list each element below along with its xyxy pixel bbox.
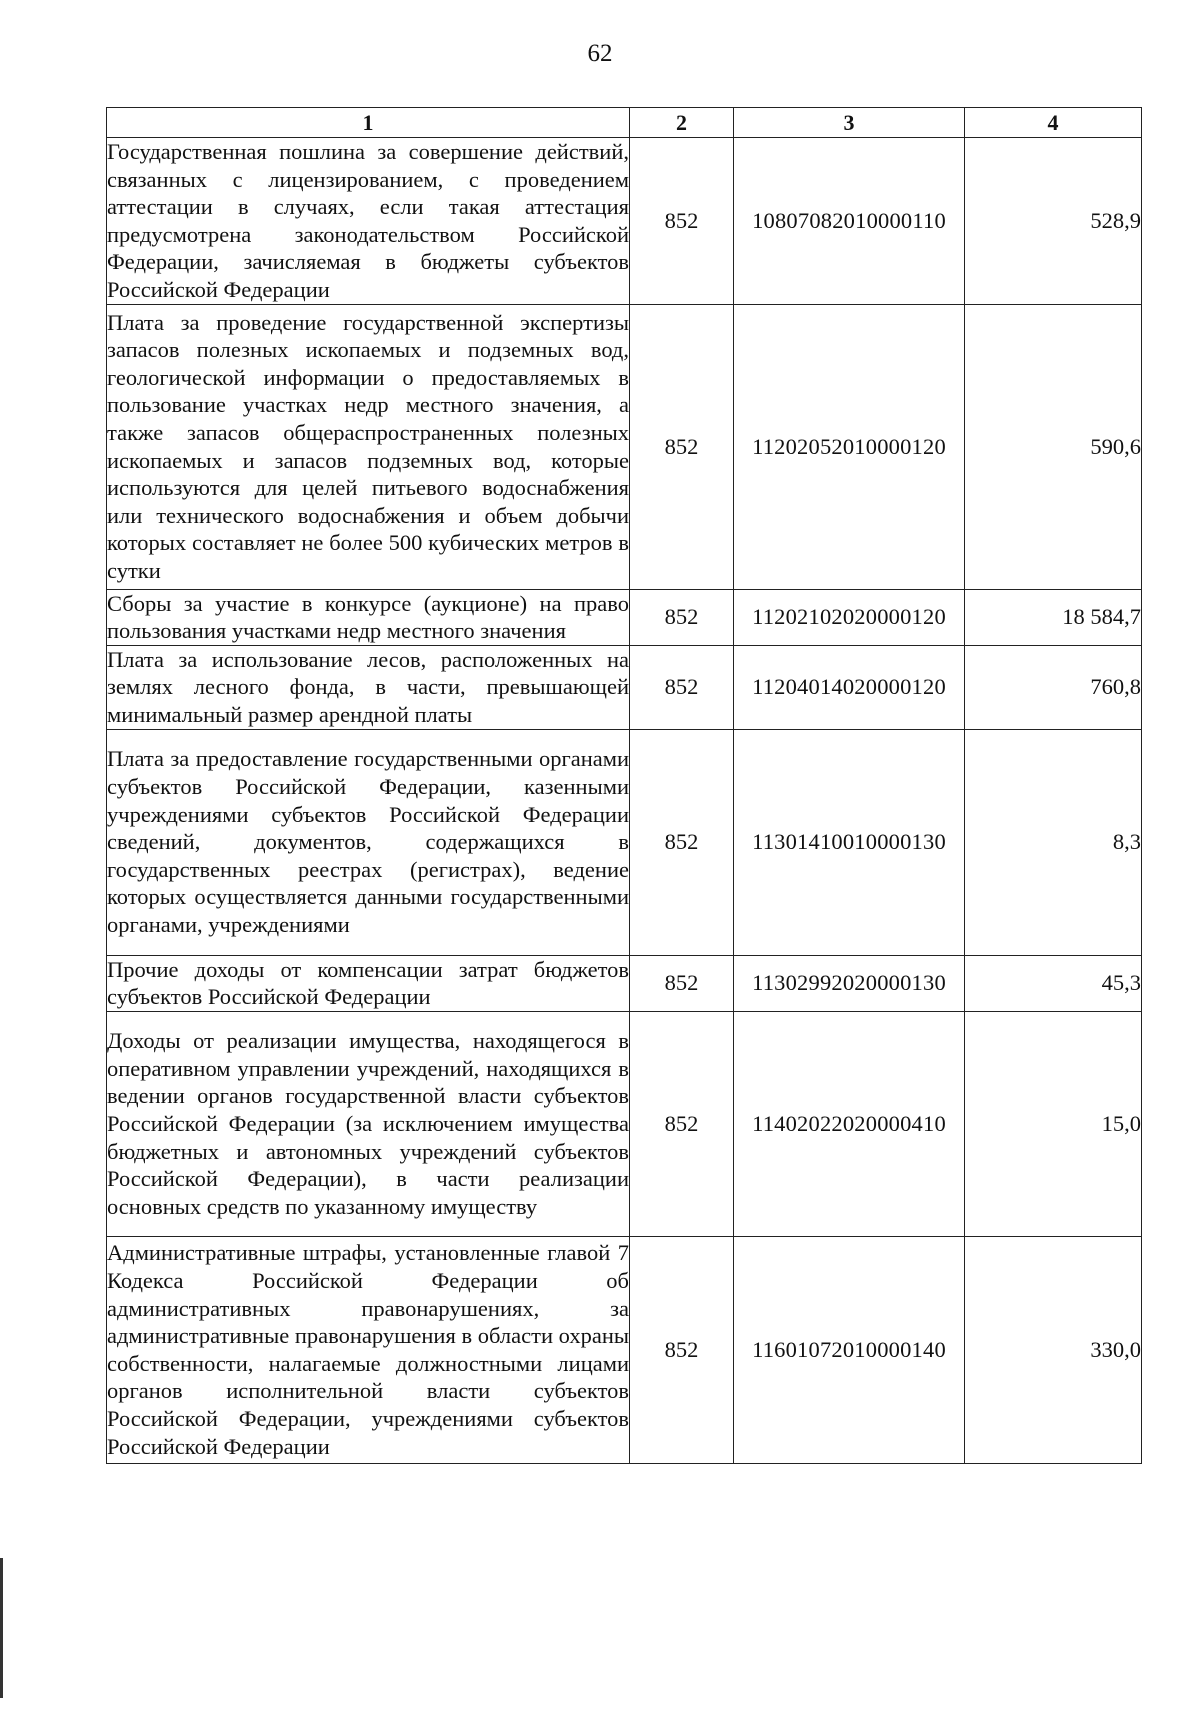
amount: 15,0 <box>965 1011 1142 1236</box>
amount: 528,9 <box>965 138 1142 305</box>
table-body <box>107 138 1142 1464</box>
admin-code: 852 <box>630 589 734 645</box>
revenue-name: Доходы от реализации имущества, находящегося в оперативном управлении учреждений, находящихся в ведении органов государственной власти субъектов Российской Федерации (за исключением имущества бюджетных и автономных учреждений субъектов Российской Федерации), в части реализации основных средств по указанному имуществу <box>107 1011 630 1236</box>
budget-classification-code: 11301410010000130 <box>734 729 965 955</box>
revenue-name: Плата за предоставление государственными органами субъектов Российской Федерации, казенными учреждениями субъектов Российской Федерации сведений, документов, содержащихся в государственных реестрах (регистрах), ведение которых осуществляется данными государственными органами, учреждениями <box>107 729 630 955</box>
admin-code: 852 <box>630 1011 734 1236</box>
table-row <box>107 589 1142 645</box>
table-row <box>107 1236 1142 1463</box>
budget-classification-code: 10807082010000110 <box>734 138 965 305</box>
table-header <box>107 108 1142 138</box>
table-row <box>107 1011 1142 1236</box>
budget-classification-code: 11202102020000120 <box>734 589 965 645</box>
amount: 330,0 <box>965 1236 1142 1463</box>
page-number: 62 <box>587 40 613 67</box>
header-row <box>107 108 1142 138</box>
revenue-name: Плата за проведение государственной экспертизы запасов полезных ископаемых и подземных вод, геологической информации о предоставляемых в пользование участках недр местного значения, а также запасов общераспространенных полезных ископаемых и запасов подземных вод, которые используются для целей питьевого водоснабжения или технического водоснабжения и объем добычи которых составляет не более 500 кубических метров в сутки <box>107 304 630 589</box>
amount: 590,6 <box>965 304 1142 589</box>
revenue-name: Прочие доходы от компенсации затрат бюджетов субъектов Российской Федерации <box>107 955 630 1011</box>
admin-code: 852 <box>630 304 734 589</box>
revenue-name: Государственная пошлина за совершение действий, связанных с лицензированием, с проведением аттестации в случаях, если такая аттестация предусмотрена законодательством Российской Федерации, зачисляемая в бюджеты субъектов Российской Федерации <box>107 138 630 305</box>
header-col-2: 2 <box>630 108 734 138</box>
header-col-4: 4 <box>965 108 1142 138</box>
table-row <box>107 304 1142 589</box>
budget-classification-code: 11202052010000120 <box>734 304 965 589</box>
revenue-name: Плата за использование лесов, расположенных на землях лесного фонда, в части, превышающей минимальный размер арендной платы <box>107 645 630 729</box>
revenue-name: Административные штрафы, установленные главой 7 Кодекса Российской Федерации об административных правонарушениях, за административные правонарушения в области охраны собственности, налагаемые должностными лицами органов исполнительной власти субъектов Российской Федерации, учреждениями субъектов Российской Федерации <box>107 1236 630 1463</box>
budget-classification-code: 11402022020000410 <box>734 1011 965 1236</box>
table-row <box>107 955 1142 1011</box>
table-row <box>107 645 1142 729</box>
amount: 45,3 <box>965 955 1142 1011</box>
table-row <box>107 138 1142 305</box>
admin-code: 852 <box>630 645 734 729</box>
budget-classification-code: 11601072010000140 <box>734 1236 965 1463</box>
amount: 760,8 <box>965 645 1142 729</box>
table-row <box>107 729 1142 955</box>
admin-code: 852 <box>630 955 734 1011</box>
header-col-3: 3 <box>734 108 965 138</box>
budget-classification-code: 11302992020000130 <box>734 955 965 1011</box>
admin-code: 852 <box>630 1236 734 1463</box>
binding-edge-mark <box>0 1558 3 1698</box>
admin-code: 852 <box>630 138 734 305</box>
amount: 8,3 <box>965 729 1142 955</box>
revenue-table <box>106 107 1142 1464</box>
revenue-name: Сборы за участие в конкурсе (аукционе) на право пользования участками недр местного значения <box>107 589 630 645</box>
admin-code: 852 <box>630 729 734 955</box>
amount: 18 584,7 <box>965 589 1142 645</box>
header-col-1: 1 <box>107 108 630 138</box>
budget-classification-code: 11204014020000120 <box>734 645 965 729</box>
